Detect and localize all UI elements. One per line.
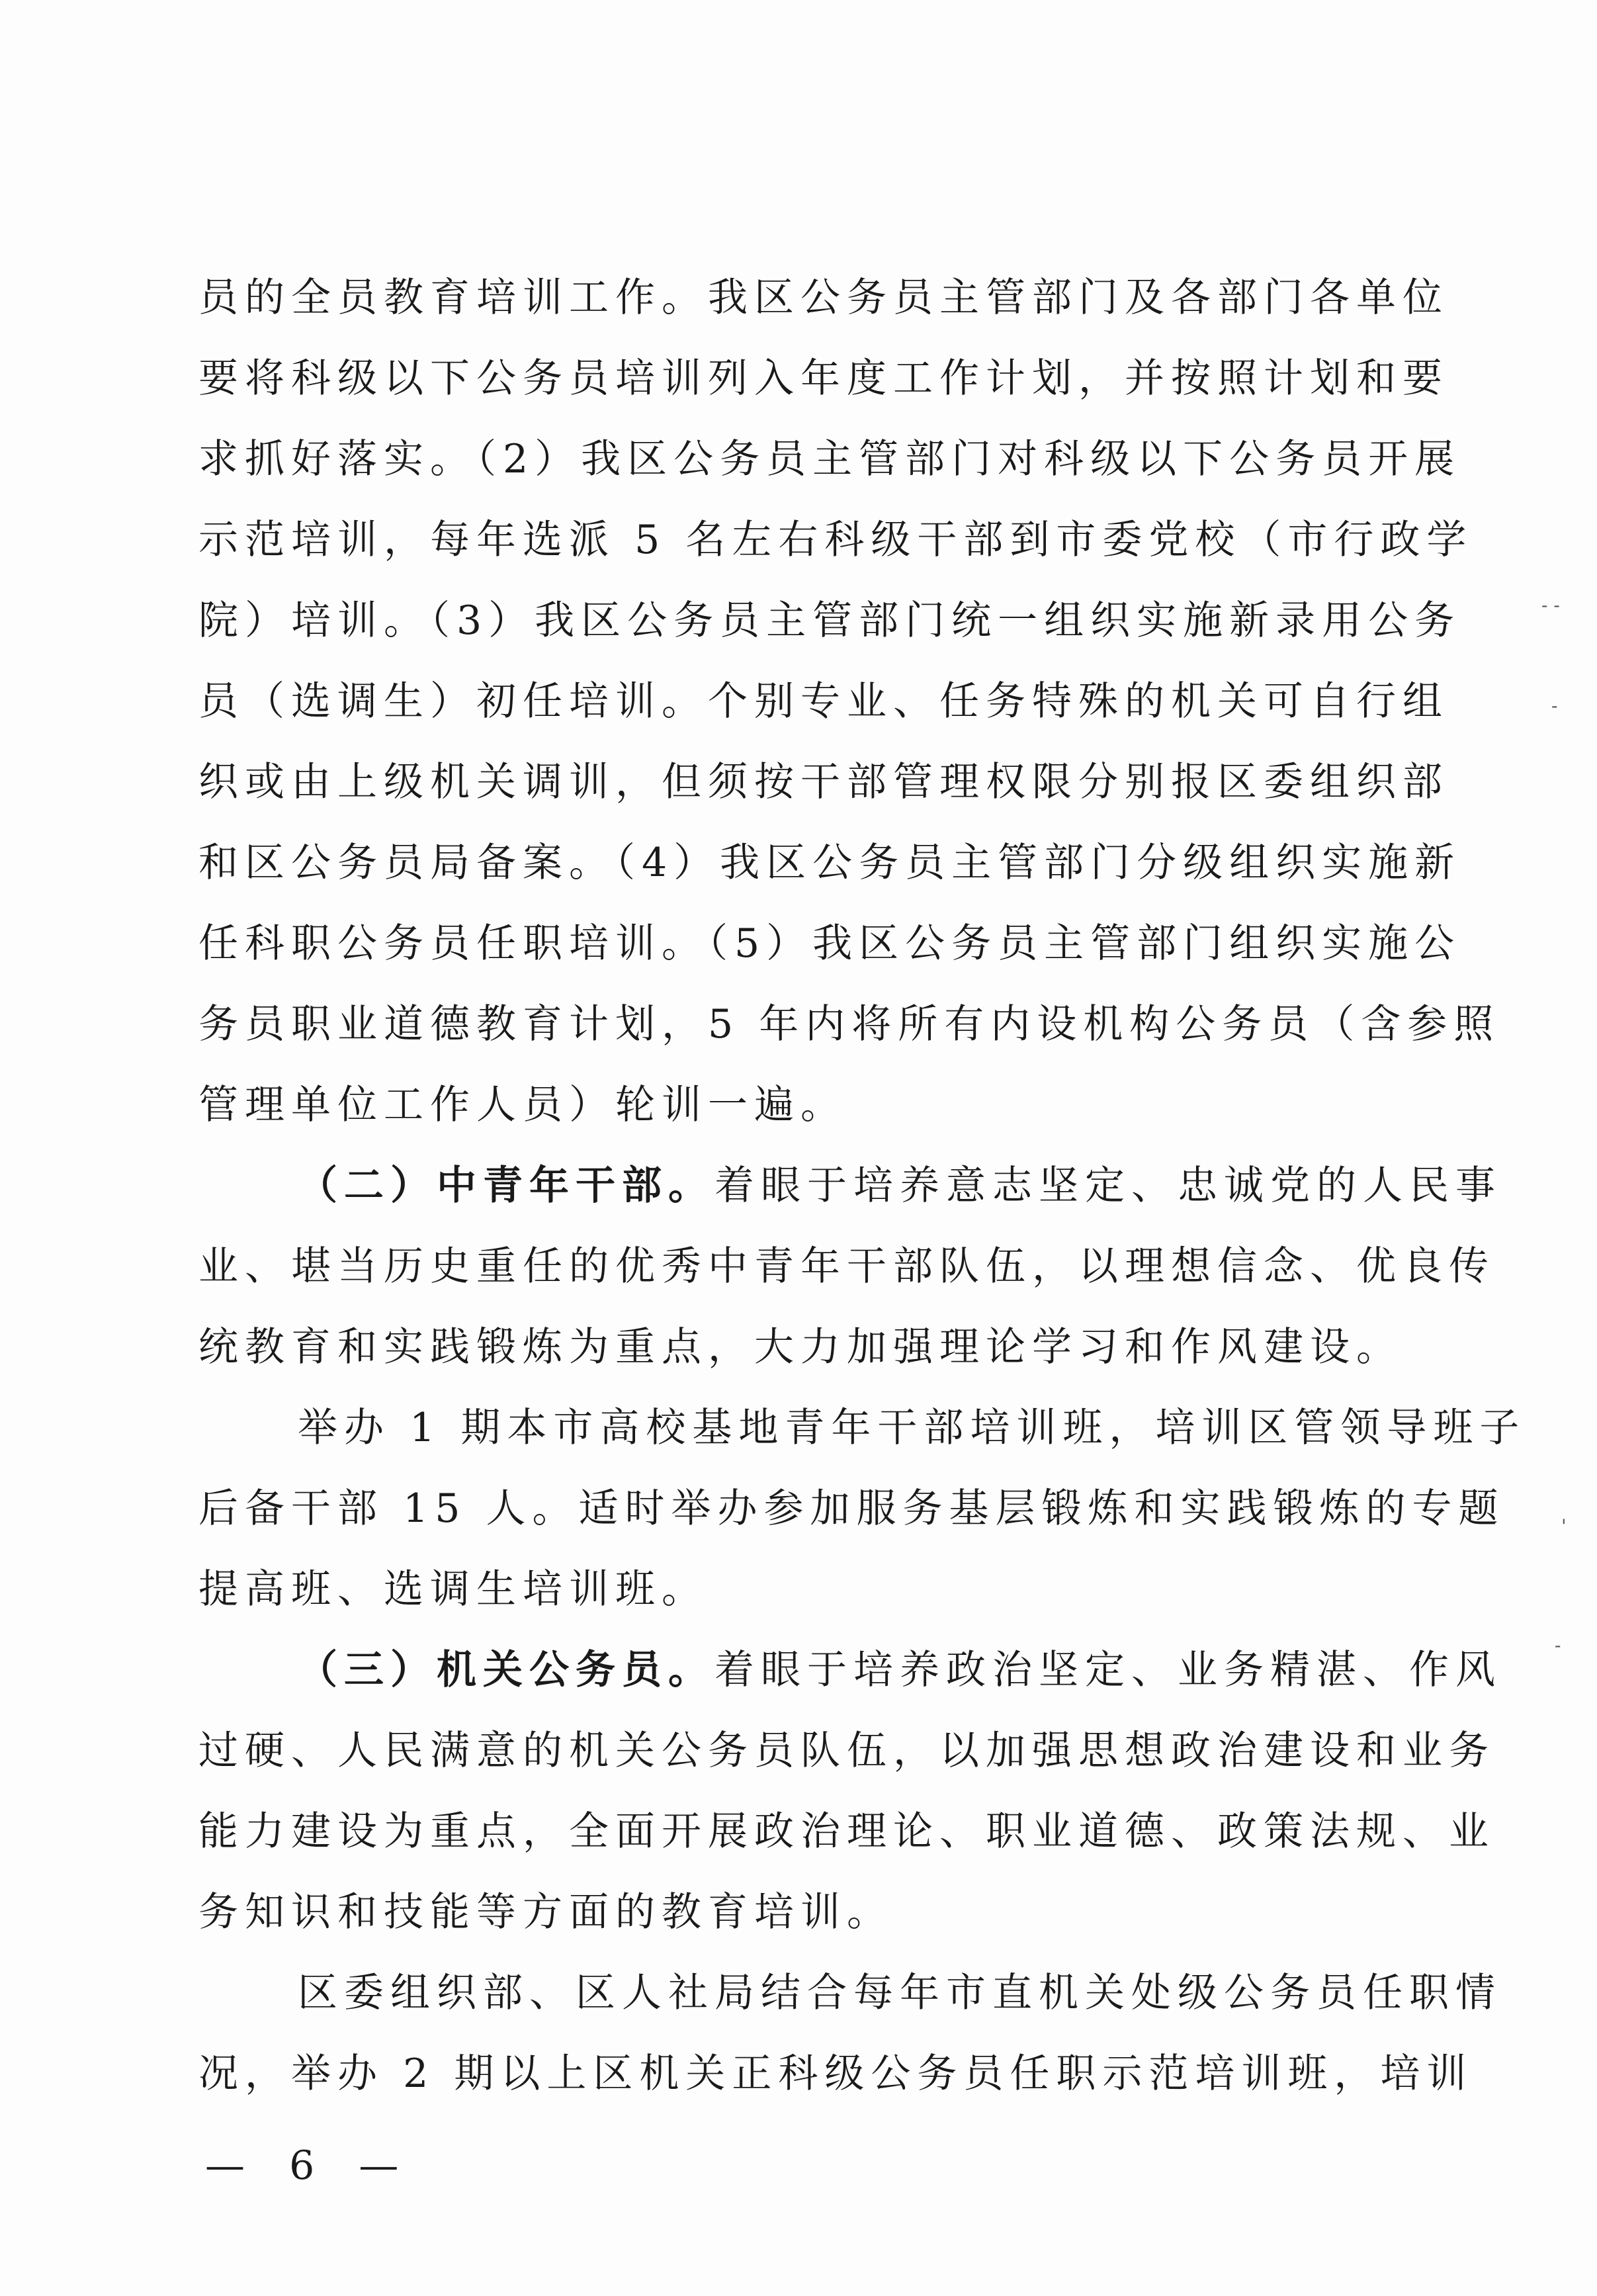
text-line: 求抓好落实。（2）我区公务员主管部门对科级以下公务员开展 (198, 436, 1461, 482)
scan-artifact: - (1555, 1634, 1561, 1656)
section-heading-youth-cadres: （二）中青年干部。 (298, 1163, 714, 1209)
page-number: — 6 — (205, 2142, 415, 2189)
text-line: 务员职业道德教育计划，5 年内将所有内设机构公务员（含参照 (198, 1001, 1500, 1047)
text-line: 过硬、人民满意的机关公务员队伍，以加强思想政治建设和业务 (198, 1728, 1495, 1774)
text-line: 和区公务员局备案。（4）我区公务员主管部门分级组织实施新 (198, 840, 1461, 886)
paragraph-start-line: 举办 1 期本市高校基地青年干部培训班，培训区管领导班子 (298, 1405, 1526, 1451)
text-line: 织或由上级机关调训，但须按干部管理权限分别报区委组织部 (198, 759, 1449, 805)
scan-artifact: ' (1561, 1515, 1567, 1537)
text-line: 后备干部 15 人。适时举办参加服务基层锻炼和实践锻炼的专题 (198, 1485, 1505, 1532)
text-line: 能力建设为重点，全面开展政治理论、职业道德、政策法规、业 (198, 1808, 1495, 1855)
text-line: 院）培训。（3）我区公务员主管部门统一组织实施新录用公务 (198, 597, 1461, 644)
section-heading-line: （三）机关公务员。着眼于培养政治坚定、业务精湛、作风 (298, 1647, 1502, 1693)
text-line: 况，举办 2 期以上区机关正科级公务员任职示范培训班，培训 (198, 2051, 1473, 2097)
text-line: 业、堪当历史重任的优秀中青年干部队伍，以理想信念、优良传 (198, 1243, 1495, 1290)
scan-artifact: - (1551, 695, 1558, 717)
section-heading-line: （二）中青年干部。着眼于培养意志坚定、忠诚党的人民事 (298, 1163, 1502, 1209)
paragraph-start-line: 区委组织部、区人社局结合每年市直机关处级公务员任职情 (298, 1970, 1502, 2016)
section-heading-civil-servants: （三）机关公务员。 (298, 1647, 714, 1693)
text-line: 示范培训，每年选派 5 名左右科级干部到市委党校（市行政学 (198, 517, 1473, 563)
text-line: 统教育和实践锻炼为重点，大力加强理论学习和作风建设。 (198, 1324, 1403, 1370)
scan-artifact: - - (1541, 594, 1560, 616)
text-line: 任科职公务员任职培训。（5）我区公务员主管部门组织实施公 (198, 920, 1461, 967)
text-line: 管理单位工作人员）轮训一遍。 (198, 1082, 847, 1128)
text-line: 务知识和技能等方面的教育培训。 (198, 1889, 893, 1935)
text-line: 员的全员教育培训工作。我区公务员主管部门及各部门各单位 (198, 275, 1449, 321)
text-line: 提高班、选调生培训班。 (198, 1566, 708, 1612)
text-line: 要将科级以下公务员培训列入年度工作计划，并按照计划和要 (198, 355, 1449, 402)
text-line: 员（选调生）初任培训。个别专业、任务特殊的机关可自行组 (198, 678, 1449, 725)
